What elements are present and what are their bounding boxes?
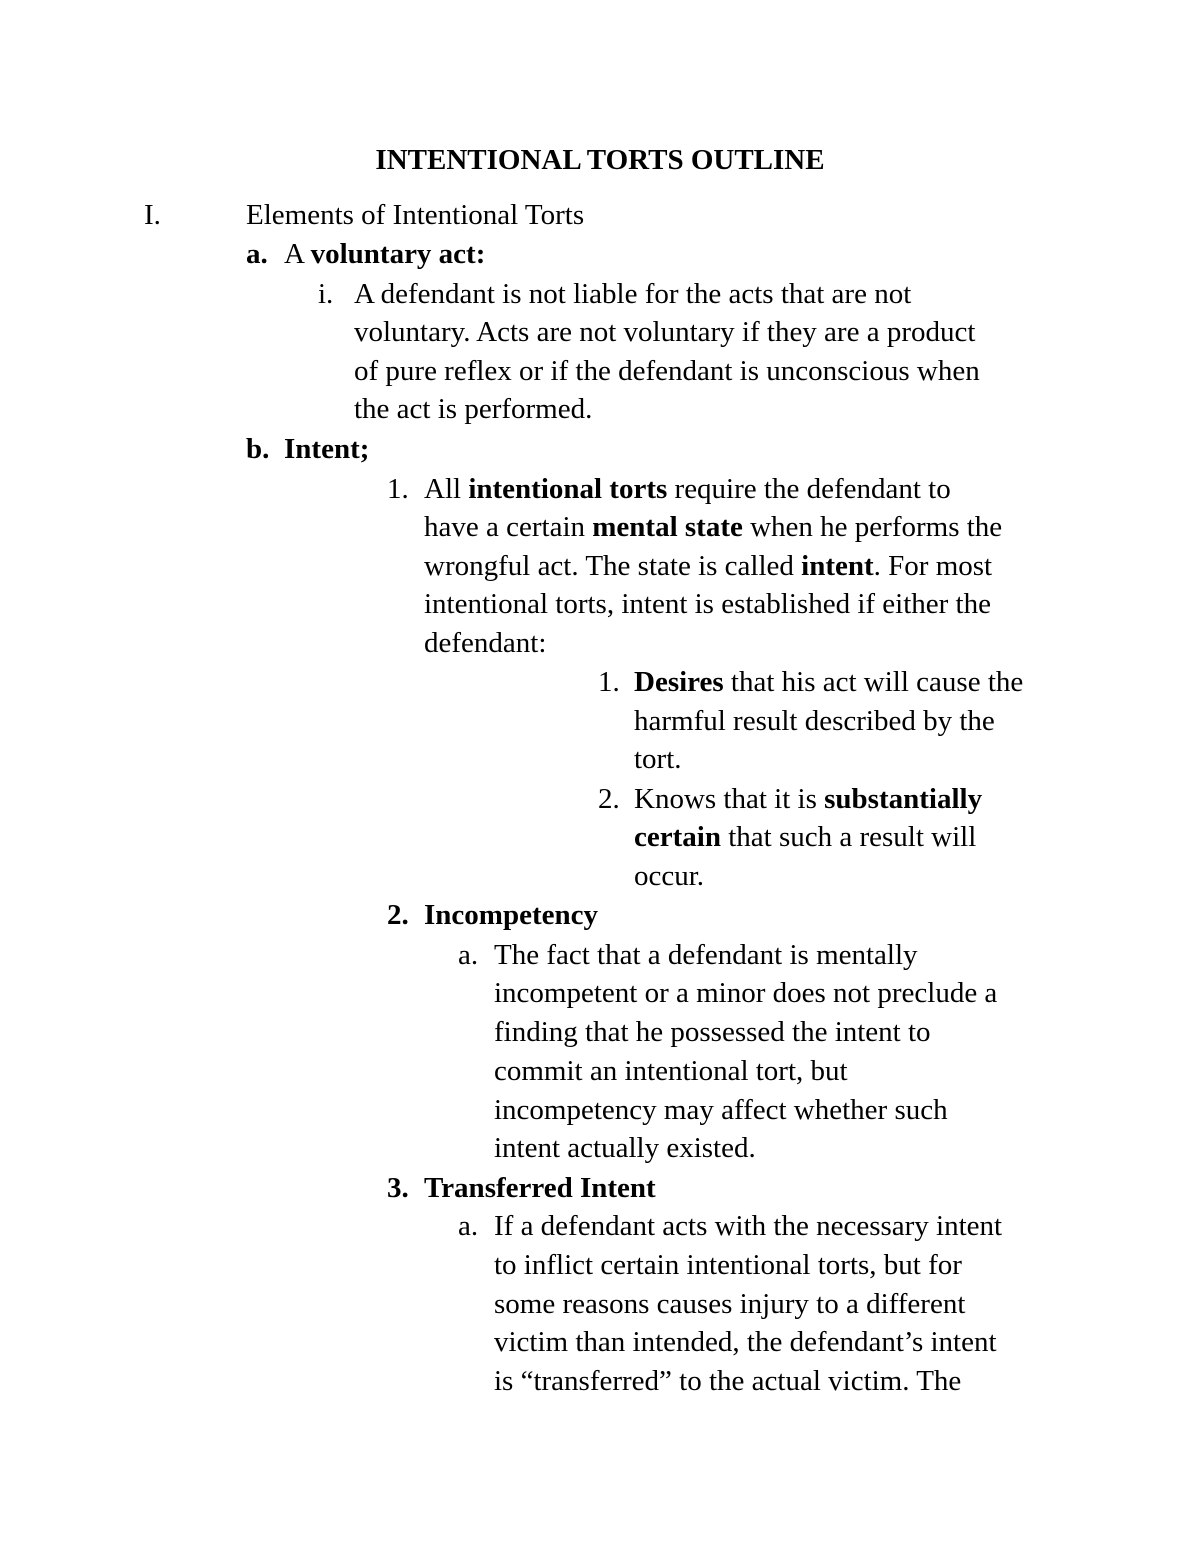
paragraph-line: incompetency may affect whether such [494,1094,948,1126]
item-marker: 1. [598,666,620,698]
document-title: INTENTIONAL TORTS OUTLINE [375,144,825,176]
paragraph-line: intentional torts, intent is established if either the [424,588,991,620]
item-marker: 3. [387,1172,409,1204]
item-marker: 1. [387,473,409,505]
paragraph-line: commit an intentional tort, but [494,1055,848,1087]
paragraph-line: victim than intended, the defendant’s intent [494,1326,997,1358]
paragraph-line: some reasons causes injury to a different [494,1288,966,1320]
paragraph-line: incompetent or a minor does not preclude a [494,977,998,1009]
item-marker: a. [458,939,479,971]
item-heading: A voluntary act: [284,238,486,270]
item-heading: Transferred Intent [424,1172,656,1204]
paragraph-line: Knows that it is substantially [634,783,983,815]
paragraph-line: If a defendant acts with the necessary intent [494,1210,1003,1242]
paragraph-line: All intentional torts require the defendant to [424,473,951,505]
item-heading: Incompetency [424,899,598,931]
paragraph-line: of pure reflex or if the defendant is unconscious when [354,355,980,387]
item-marker: 2. [387,899,409,931]
paragraph-line: The fact that a defendant is mentally [494,939,918,971]
paragraph-line: to inflict certain intentional torts, but for [494,1249,962,1281]
item-marker: a. [458,1210,479,1242]
paragraph-line: tort. [634,743,682,775]
paragraph-line: harmful result described by the [634,705,995,737]
item-heading: Intent; [284,433,370,465]
paragraph-line: voluntary. Acts are not voluntary if they are a product [354,316,976,348]
paragraph-line: finding that he possessed the intent to [494,1016,931,1048]
section-heading: Elements of Intentional Torts [246,199,585,231]
item-marker: 2. [598,783,620,815]
section-marker: I. [144,199,161,231]
item-marker: b. [246,433,270,465]
item-marker: a. [246,238,268,270]
paragraph-line: the act is performed. [354,393,593,425]
paragraph-line: defendant: [424,627,547,659]
paragraph-line: intent actually existed. [494,1132,756,1164]
paragraph-line: have a certain mental state when he performs the [424,511,1003,543]
paragraph-line: certain that such a result will [634,821,977,853]
item-marker: i. [318,278,334,310]
paragraph-line: wrongful act. The state is called intent. For most [424,550,993,582]
paragraph-line: A defendant is not liable for the acts that are not [354,278,912,310]
paragraph-line: Desires that his act will cause the [634,666,1024,698]
paragraph-line: occur. [634,860,705,892]
paragraph-line: is “transferred” to the actual victim. The [494,1365,962,1397]
